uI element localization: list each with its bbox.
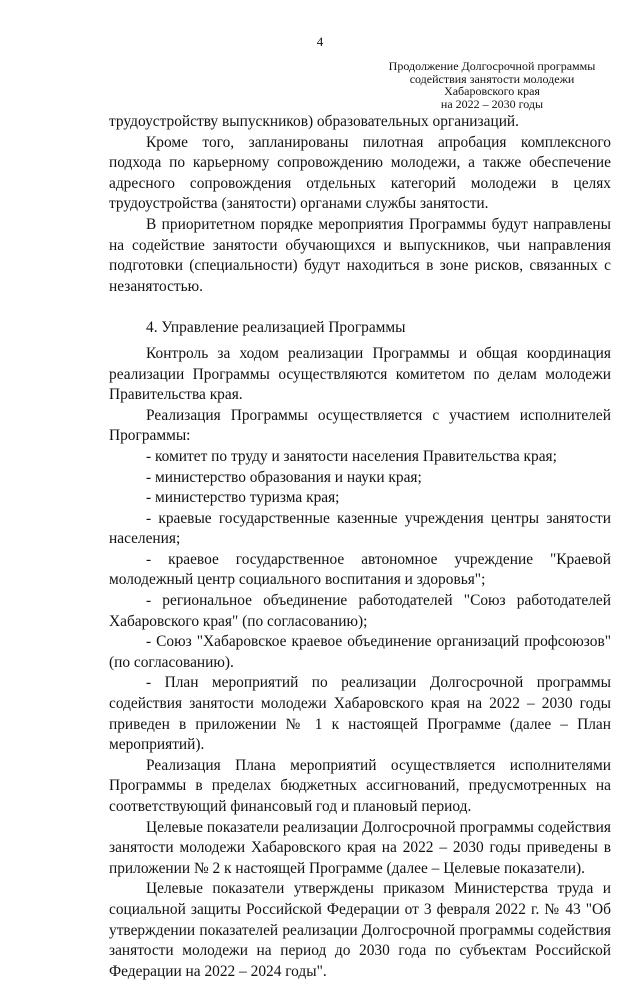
running-header bbox=[364, 60, 620, 110]
list-item: - министерство туризма края; bbox=[146, 489, 340, 507]
list-item: - Союз "Хабаровское краевое объединение организаций профсоюзов" (по согласованию). bbox=[109, 633, 611, 671]
paragraph: - План мероприятий по реализации Долгосрочной программы содействия занятости молодежи Хабаровского края на 2022 – 2030 годы приведен в приложении № 1 к настоящей Программе (далее – План мероприятий). bbox=[109, 674, 611, 754]
header-line: на 2022 – 2030 годы bbox=[440, 96, 544, 111]
document-body bbox=[109, 112, 611, 982]
list-item: - региональное объединение работодателей "Союз работодателей Хабаровского края" (по согласованию); bbox=[109, 592, 611, 630]
paragraph: Кроме того, запланированы пилотная апробация комплексного подхода по карьерному сопровождению молодежи, а также обеспечение адресного сопровождения отдельных категорий молодежи в целях трудоустройства (занятости) органами службы занятости. bbox=[109, 133, 611, 213]
paragraph: Реализация Программы осуществляется с участием исполнителей Программы: bbox=[109, 406, 611, 445]
paragraph: Целевые показатели реализации Долгосрочной программы содействия занятости молодежи Хабаровского края на 2022 – 2030 годы приведены в приложении № 2 к настоящей Программе (далее – Целевые показатели). bbox=[109, 818, 611, 877]
paragraph-continuation: трудоустройству выпускников) образовательных организаций. bbox=[109, 113, 520, 130]
list-item: - министерство образования и науки края; bbox=[146, 468, 422, 486]
paragraph: Целевые показатели утверждены приказом Министерства труда и социальной защиты Российской Федерации от 3 февраля 2022 г. № 43 "Об утверждении показателей реализации Долгосрочной программы содействия занятости молодежи на период до 2030 года по субъектам Российской Федерации на 2022 – 2024 годы". bbox=[109, 880, 611, 980]
page-number: 4 bbox=[316, 34, 324, 49]
section-heading: 4. Управление реализацией Программы bbox=[146, 319, 406, 337]
list-item: - краевое государственное автономное учреждение "Краевой молодежный центр социального воспитания и здоровья"; bbox=[109, 550, 611, 589]
list-item: - краевые государственные казенные учреждения центры занятости населения; bbox=[109, 509, 611, 548]
list-item: - комитет по труду и занятости населения Правительства края; bbox=[146, 447, 557, 465]
paragraph: В приоритетном порядке мероприятия Программы будут направлены на содействие занятости обучающихся и выпускников, чьи направления подготовки (специальности) будут находиться в зоне рисков, связанных с незанятостью. bbox=[109, 215, 611, 295]
paragraph: Контроль за ходом реализации Программы и общая координация реализации Программы осуществляются комитетом по делам молодежи Правительства края. bbox=[109, 344, 611, 404]
header-line: содействия занятости молодежи bbox=[409, 71, 575, 86]
header-line: Хабаровского края bbox=[444, 84, 540, 98]
header-line: Продолжение Долгосрочной программы bbox=[388, 59, 596, 73]
paragraph: Реализация Плана мероприятий осуществляется исполнителями Программы в пределах бюджетных ассигнований, предусмотренных на соответствующий финансовый год и плановый период. bbox=[109, 756, 611, 815]
